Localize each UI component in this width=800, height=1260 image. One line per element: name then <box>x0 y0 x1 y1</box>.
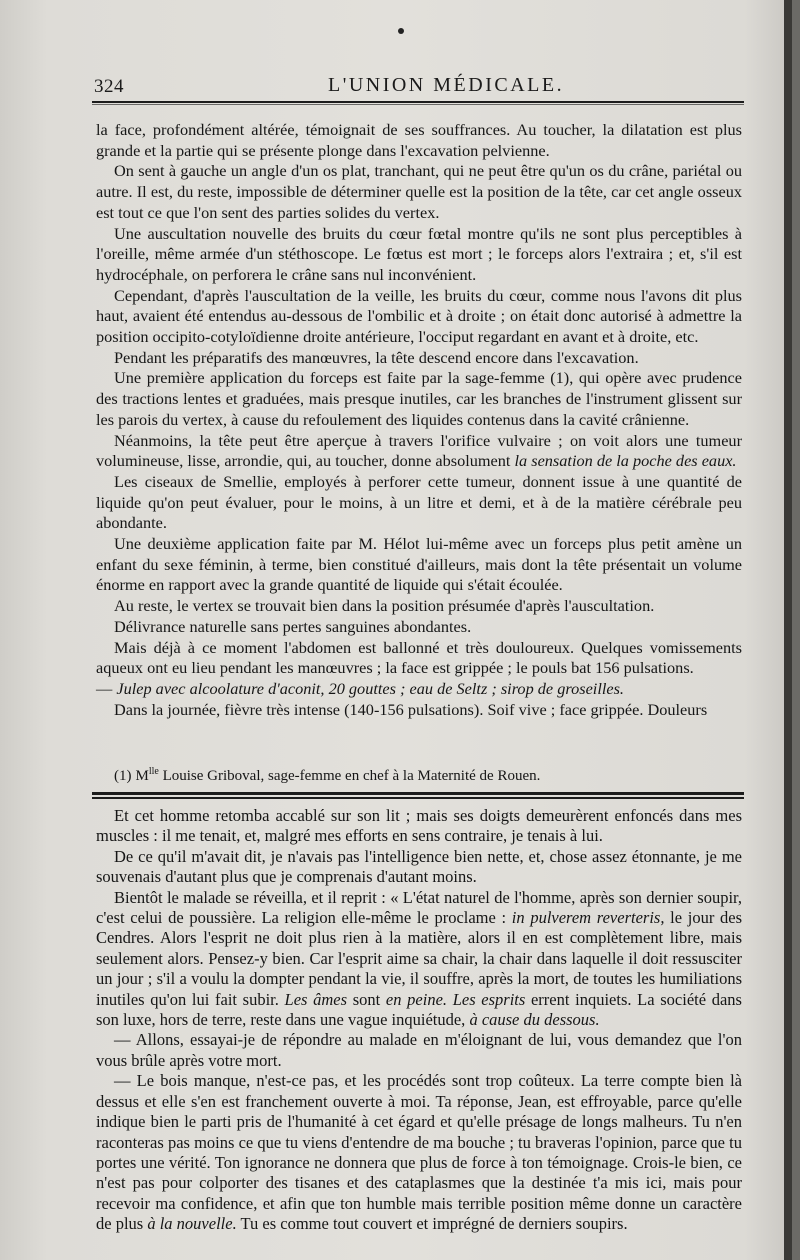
paragraph: Et cet homme retomba accablé sur son lit ; mais ses doigts demeurèrent enfoncés dans mes muscles : il me tenait, et, malgré mes efforts en sens contraire, je tenais à lui. <box>96 806 742 846</box>
text-run: errent inquiets. La société dans son luxe, hors de terre, reste dans une vague inquiétude, <box>96 989 742 1030</box>
paragraph: Dans la journée, fièvre très intense (140-156 pulsations). Soif vive ; face grippée. Douleurs <box>114 699 708 719</box>
text-run: Tu es comme tout couvert et imprégné de derniers soupirs. <box>236 1214 628 1234</box>
journal-title: L'UNION MÉDICALE. <box>328 74 565 96</box>
paragraph: Les ciseaux de Smellie, employés à perforer cette tumeur, donnent issue à une quantité de liquide qu'on peut évaluer, pour le moins, à un litre et demi, et à de la matière cérébrale peu abondante. <box>96 471 742 533</box>
footnote-abbrev-sup: lle <box>148 766 159 777</box>
italic-run: en peine. Les esprits <box>385 989 526 1009</box>
italic-run: à la nouvelle. <box>147 1214 237 1234</box>
paragraph: Une auscultation nouvelle des bruits du cœur fœtal montre qu'ils ne sont plus perceptibles à l'oreille, même armée d'un stéthoscope. Le fœtus est mort ; le forceps alors l'extraira ; et, s'il est hydrocéphale, on perforera le crâne sans nul inconvénient. <box>96 223 742 284</box>
footnote <box>114 766 734 785</box>
paragraph: Au reste, le vertex se trouvait bien dans la position présumée d'après l'auscultation. <box>114 596 655 616</box>
paragraph: Délivrance naturelle sans pertes sanguines abondantes. <box>114 616 472 636</box>
footnote-abbrev: M <box>135 768 149 784</box>
book-binding-edge <box>784 0 792 1260</box>
paragraph: Une deuxième application faite par M. Hélot lui-même avec un forceps plus petit amène un enfant du sexe féminin, à terme, bien constitué d'ailleurs, mais dont la tête présentait un volume énorme en rapport avec la grande quantité de liquide qui s'était écoulée. <box>96 534 742 595</box>
paragraph: De ce qu'il m'avait dit, je n'avais pas l'intelligence bien nette, et, chose assez étonnante, je me souvenais d'autant plus que je comprenais d'autant moins. <box>96 846 742 887</box>
footnote-marker: (1) <box>114 768 132 784</box>
paragraph: — Allons, essayai-je de répondre au malade en m'éloignant de lui, vous demandez que l'on vous brûle après votre mort. <box>96 1030 742 1070</box>
article-body <box>96 120 742 720</box>
paragraph: la face, profondément altérée, témoignait de ses souffrances. Au toucher, la dilatation est plus grande et la partie qui se présente plonge dans l'excavation pelvienne. <box>96 120 742 160</box>
running-head <box>92 74 744 100</box>
paragraph: On sent à gauche un angle d'un os plat, tranchant, qui ne peut être qu'un os du crâne, pariétal ou autre. Il est, du reste, impossible de déterminer quelle est la position de la tête, car cet angle osseux est tout ce que l'on sent des parties solides du vertex. <box>96 161 742 222</box>
paragraph <box>96 888 742 1031</box>
feuilleton-separator-thin <box>92 797 744 799</box>
italic-run: la sensation de la poche des eaux. <box>514 451 737 471</box>
header-rule-thin <box>92 104 744 105</box>
text-run: Bientôt le malade se réveilla, et il reprit : « L'état naturel de l'homme, après son dernier soupir, c'est celui de poussière. La religion elle-même le proclame : <box>96 887 742 928</box>
italic-run: in pulverem reverteris, <box>511 908 665 928</box>
header-rule <box>92 101 744 103</box>
feuilleton-body <box>96 806 742 1235</box>
printer-dot <box>398 28 404 34</box>
italic-run: Les âmes <box>284 989 348 1009</box>
text-run: Néanmoins, la tête peut être aperçue à travers l'orifice vulvaire ; on voit alors une tumeur volumineuse, lisse, arrondie, qui, au toucher, donne absolument <box>96 430 742 471</box>
text-run: — Le bois manque, n'est-ce pas, et les procédés sont trop coûteux. La terre compte bien là dessus et elle s'en est franchement ouverte à moi. Ta réponse, Jean, est effroyable, parce qu'elle indique bien le parti pris de l'humanité à cet égard et qu'elle présage de longs malheurs. Tu n'en raconteras pas moins ce que tu viens d'entendre de ma bouche ; tu braveras l'opinion, parce que tu portes une vérité. Ton ignorance ne donnera que plus de force à ton témoignage. Crois-le bien, ce n'est pas pour colporter des tisanes et des cataplasmes que la destinée t'a mis ici, mais pour recevoir ma confidence, et afin que ton humble mais terrible position même donne un caractère de plus <box>96 1071 742 1234</box>
feuilleton-separator <box>92 792 744 795</box>
paragraph: Cependant, d'après l'auscultation de la veille, les bruits du cœur, comme nous l'avons dit plus haut, avaient été entendus au-dessous de l'ombilic et à droite ; on était donc autorisé à admettre la position occipito-cotyloïdienne droite antérieure, l'occiput regardant en avant et à droite, etc. <box>96 285 742 347</box>
paragraph: Pendant les préparatifs des manœuvres, la tête descend encore dans l'excavation. <box>114 347 639 367</box>
footnote-text: Louise Griboval, sage-femme en chef à la Maternité de Rouen. <box>158 768 541 784</box>
text-run: le jour des Cendres. Alors l'esprit ne doit plus rien à la matière, alors il en est complètement libre, mais seulement alors. Pensez-y bien. Car l'esprit aime sa chair, la chair dans laquelle il doit ressusciter un jour ; s'il a voulu la dompter pendant la vie, il souffre, après la mort, de toutes les humiliations inutiles qu'on lui fait subir. <box>96 908 742 1009</box>
paragraph <box>96 1071 742 1234</box>
italic-run: Julep avec alcoolature d'aconit, 20 gouttes ; eau de Seltz ; sirop de groseilles. <box>116 678 624 698</box>
italic-run: à cause du dessous. <box>469 1010 600 1030</box>
text-run: sont <box>347 989 386 1009</box>
page-number: 324 <box>94 76 124 97</box>
paragraph <box>96 679 742 700</box>
paragraph <box>96 431 742 472</box>
paragraph: Mais déjà à ce moment l'abdomen est ballonné et très douloureux. Quelques vomissements aqueux ont eu lieu pendant les manœuvres ; la face est grippée ; le pouls bat 156 pulsations. <box>96 637 742 678</box>
paragraph: Une première application du forceps est faite par la sage-femme (1), qui opère avec prudence des tractions lentes et graduées, mais presque inutiles, car les branches de l'instrument glissent sur les parois du vertex, à cause du refoulement des liquides contenus dans la cavité crânienne. <box>96 368 742 429</box>
text-run: — <box>96 678 117 698</box>
